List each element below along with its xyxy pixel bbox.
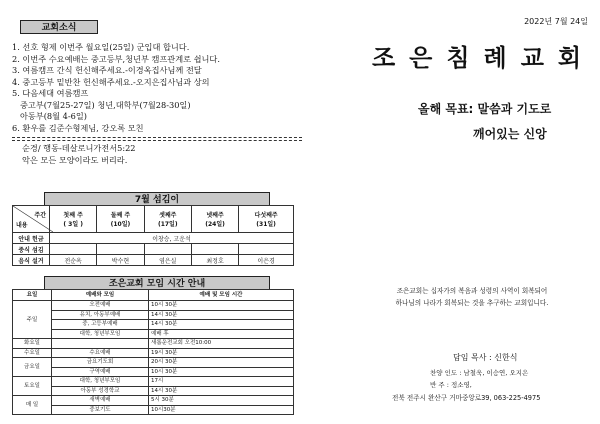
duty-cell: 이창승, 고운석: [50, 233, 294, 244]
week-header: [144, 206, 191, 233]
schedule-row: [13, 386, 294, 396]
week-header: [50, 206, 97, 233]
week-header-line: (31일): [256, 221, 276, 228]
duty-table: [12, 205, 294, 266]
schedule-time: 17시: [149, 377, 294, 387]
verse-text: 악은 모든 모양이라도 버리라.: [22, 154, 128, 165]
week-header-line: 둘째 주: [110, 212, 131, 219]
duty-cell: 염은실: [144, 255, 191, 266]
duty-cell: 이은경: [239, 255, 294, 266]
week-header: [97, 206, 144, 233]
schedule-row: [13, 358, 294, 368]
verse-reference: 순경/ 행동-데살로니가전서5:22: [22, 143, 136, 153]
news-item: 3. 여름캠프 간식 헌신해주세요.-이경옥집사님께 전달: [12, 65, 202, 75]
schedule-time: 10시 30분: [149, 367, 294, 377]
schedule-meeting: [52, 339, 149, 349]
schedule-day: 수요일: [13, 348, 52, 358]
duty-corner: [13, 206, 50, 233]
schedule-time: 10시30분: [149, 405, 294, 415]
camp-line: 아동부(8월 4-6일): [20, 111, 87, 121]
schedule-meeting: 아동부 성경학교: [52, 386, 149, 396]
week-header-line: (10일): [110, 221, 131, 228]
week-header-line: (24일): [205, 221, 225, 228]
week-header-line: 다섯째주: [254, 212, 278, 219]
schedule-meeting: 금요기도회: [52, 358, 149, 368]
schedule-time: 14시 30분: [149, 386, 294, 396]
schedule-meeting: 중, 고등부예배: [52, 320, 149, 330]
duty-row: [13, 244, 294, 255]
week-header-line: 넷째주: [206, 212, 224, 219]
duty-cell: [50, 244, 97, 255]
duty-cell: [239, 244, 294, 255]
schedule-meeting: 수요예배: [52, 348, 149, 358]
schedule-time: 14시 30분: [149, 310, 294, 320]
schedule-header: 예배와 모임: [52, 290, 149, 301]
schedule-time: 14시 30분: [149, 320, 294, 330]
duty-label: 음식 설거: [13, 255, 50, 266]
schedule-row: [13, 329, 294, 339]
duty-cell: [144, 244, 191, 255]
mission-line: 하나님의 나라가 회복되는 것을 추구하는 교회입니다.: [395, 299, 549, 307]
week-header: [239, 206, 294, 233]
news-item: 2. 이번주 수요예배는 중고등부,청년부 캠프관계로 쉽니다.: [12, 53, 220, 64]
mission-line: 조은교회는 십자가의 복음과 성령의 사역이 회복되어: [396, 287, 548, 295]
schedule-row: [13, 310, 294, 320]
corner-bottom: 내용: [16, 222, 28, 229]
duty-label: 중식 섬김: [13, 244, 50, 255]
news-item: 1. 선호 형제 이번주 월요일(25일) 군입대 합니다.: [12, 42, 190, 52]
duty-row: [13, 233, 294, 244]
week-header-line: 첫째 주: [63, 212, 83, 219]
divider: [12, 140, 302, 141]
week-header-line: 셋째주: [159, 212, 177, 219]
schedule-row: [13, 301, 294, 311]
news-title: 교회소식: [20, 20, 98, 34]
bulletin-date: 2022년 7월 24일: [524, 17, 588, 26]
schedule-day: 매 일: [13, 396, 52, 415]
schedule-row: [13, 405, 294, 415]
corner-top: 주간: [34, 212, 46, 219]
schedule-meeting: 오전예배: [52, 301, 149, 311]
schedule-row: [13, 339, 294, 349]
news-item: 4. 중고등부 밑반찬 헌신해주세요.-오지은집사님과 상의: [12, 76, 210, 87]
schedule-time: 10시 30분: [149, 301, 294, 311]
church-name: 조은침례교회: [372, 44, 596, 72]
schedule-time: 19시 30분: [149, 348, 294, 358]
duty-cell: 최정호: [191, 255, 238, 266]
schedule-time: 예배 후: [149, 329, 294, 339]
week-header-line: ( 3일 ): [63, 221, 83, 228]
schedule-row: [13, 367, 294, 377]
schedule-header: 예배 및 모임 시간: [149, 290, 294, 301]
duty-cell: 전순옥: [50, 255, 97, 266]
schedule-day: 주일: [13, 301, 52, 339]
duty-cell: [97, 244, 144, 255]
motto-line: 깨어있는 신앙: [473, 127, 547, 141]
praise-leaders: 찬양 인도 : 남철욱, 이승연, 오지은: [430, 369, 529, 377]
schedule-day: 토요일: [13, 377, 52, 396]
schedule-day: 금요일: [13, 358, 52, 377]
schedule-title: 조은교회 모임 시간 안내: [44, 276, 270, 290]
news-item: 6. 환우를 김준수형제님, 강오록 모친: [12, 122, 144, 133]
church-address: 전북 전주시 완산구 거마중앙로39, 063-225-4975: [392, 394, 541, 402]
week-header-line: (17일): [157, 221, 178, 228]
schedule-meeting: 새벽예배: [52, 396, 149, 406]
camp-line: 중고부(7월25-27일) 청년,대학부(7월28-30일): [20, 99, 191, 110]
church-news: [12, 42, 302, 166]
schedule-meeting: 중보기도: [52, 405, 149, 415]
schedule-row: [13, 320, 294, 330]
schedule-header: 요일: [13, 290, 52, 301]
duty-row: [13, 255, 294, 266]
divider: [12, 137, 302, 138]
week-header: [191, 206, 238, 233]
schedule-day: 화요일: [13, 339, 52, 349]
motto-line: 올해 목표: 말씀과 기도로: [418, 102, 552, 116]
news-item: 5. 다음세대 여름캠프: [12, 88, 89, 98]
schedule-table: [12, 289, 294, 415]
pastor: 담임 목사 : 신한식: [453, 353, 518, 362]
duty-title: 7월 섬김이: [44, 192, 270, 206]
schedule-row: [13, 377, 294, 387]
schedule-time: 5시 30분: [149, 396, 294, 406]
schedule-meeting: 대학, 청년부모임: [52, 329, 149, 339]
duty-label: 안내 헌금: [13, 233, 50, 244]
accompanist: 반 주 : 정소영,: [430, 381, 472, 389]
duty-cell: [191, 244, 238, 255]
mission-statement: [352, 285, 592, 309]
duty-cell: 박수현: [97, 255, 144, 266]
schedule-meeting: 구역예배: [52, 367, 149, 377]
schedule-row: [13, 348, 294, 358]
schedule-time: 20시 30분: [149, 358, 294, 368]
schedule-meeting: 대학, 청년부모임: [52, 377, 149, 387]
schedule-meeting: 유치, 아동부예배: [52, 310, 149, 320]
schedule-time: 새롭운전교회 오전10:00: [149, 339, 294, 349]
schedule-row: [13, 396, 294, 406]
